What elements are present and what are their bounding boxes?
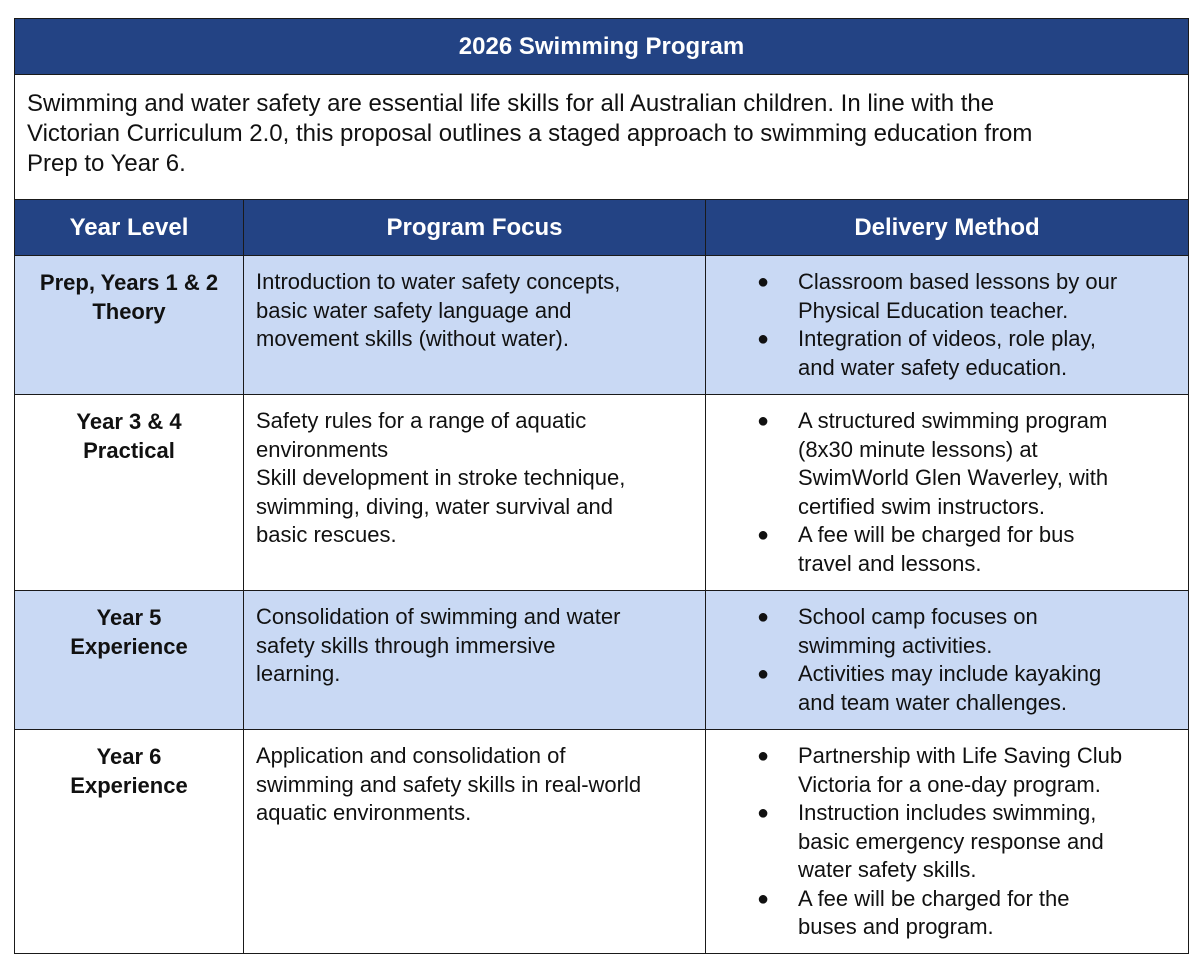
intro-line: Victorian Curriculum 2.0, this proposal outlines a staged approach to swimming education from — [27, 120, 1033, 147]
focus-line: aquatic environments. — [256, 800, 472, 825]
delivery-line: and water safety education. — [798, 354, 1068, 380]
year-level-name: Year 3 & 4 — [76, 409, 182, 434]
focus-line: basic rescues. — [256, 522, 397, 547]
header-program-focus: Program Focus — [244, 200, 706, 256]
focus-line: Skill development in stroke technique, — [256, 465, 626, 490]
focus-line: movement skills (without water). — [256, 326, 569, 351]
list-item — [706, 742, 1178, 799]
year-level-name: Prep, Years 1 & 2 — [39, 270, 219, 295]
list-item — [706, 603, 1178, 660]
delivery-line: water safety skills. — [798, 857, 977, 882]
delivery-line: and team water challenges. — [798, 689, 1068, 715]
year-level-type: Theory — [92, 299, 166, 324]
delivery-line: Classroom based lessons by our — [798, 269, 1118, 294]
focus-line: Application and consolidation of — [256, 743, 566, 768]
year-level-cell — [15, 256, 244, 395]
year-level-name: Year 5 — [96, 605, 162, 630]
intro-row — [15, 75, 1189, 200]
year-level-cell — [15, 730, 244, 954]
year-level-type: Experience — [70, 634, 188, 659]
delivery-list — [706, 742, 1178, 942]
delivery-line: Integration of videos, role play, — [798, 326, 1096, 351]
delivery-line: School camp focuses on — [798, 604, 1038, 629]
focus-line: safety skills through immersive — [256, 632, 556, 658]
delivery-method-cell — [706, 591, 1189, 730]
table-row — [15, 591, 1189, 730]
swimming-program-table — [14, 18, 1189, 954]
bullet-icon: ● — [757, 328, 770, 350]
focus-line: environments — [256, 436, 389, 462]
year-level-cell — [15, 591, 244, 730]
list-item — [706, 660, 1178, 717]
delivery-line: basic emergency response and — [798, 828, 1104, 854]
list-item — [706, 325, 1178, 382]
focus-line: Consolidation of swimming and water — [256, 604, 621, 629]
delivery-list — [706, 603, 1178, 717]
list-item — [706, 885, 1178, 942]
delivery-line: SwimWorld Glen Waverley, with — [798, 465, 1109, 490]
delivery-line: (8x30 minute lessons) at — [798, 436, 1038, 462]
intro-line: Prep to Year 6. — [27, 150, 186, 177]
focus-line: learning. — [256, 661, 341, 686]
focus-line: swimming, diving, water survival and — [256, 493, 614, 519]
bullet-icon: ● — [757, 887, 770, 910]
delivery-list — [706, 407, 1178, 578]
bullet-icon: ● — [757, 663, 770, 685]
delivery-line: Activities may include kayaking — [798, 661, 1102, 686]
delivery-list — [706, 268, 1178, 382]
delivery-line: travel and lessons. — [798, 550, 982, 576]
delivery-line: Victoria for a one-day program. — [798, 771, 1101, 797]
program-focus-cell — [244, 730, 706, 954]
bullet-icon: ● — [757, 524, 770, 546]
table-row — [15, 395, 1189, 591]
program-focus-cell — [244, 256, 706, 395]
list-item — [706, 268, 1178, 325]
program-focus-cell — [244, 395, 706, 591]
delivery-line: A fee will be charged for bus — [798, 522, 1075, 547]
header-delivery-method: Delivery Method — [706, 200, 1189, 256]
bullet-icon: ● — [757, 745, 770, 767]
document-title: 2026 Swimming Program — [15, 19, 1189, 75]
bullet-icon: ● — [757, 802, 770, 824]
list-item — [706, 799, 1178, 885]
header-year-level: Year Level — [15, 200, 244, 256]
delivery-line: certified swim instructors. — [798, 493, 1045, 519]
table-row — [15, 730, 1189, 954]
year-level-name: Year 6 — [96, 744, 162, 769]
year-level-type: Practical — [83, 438, 175, 463]
title-row — [15, 19, 1189, 75]
program-focus-cell — [244, 591, 706, 730]
delivery-method-cell — [706, 395, 1189, 591]
bullet-icon: ● — [757, 606, 770, 628]
focus-line: swimming and safety skills in real-world — [256, 771, 642, 797]
year-level-cell — [15, 395, 244, 591]
intro-line: Swimming and water safety are essential life skills for all Australian children. In line with the — [27, 90, 995, 117]
bullet-icon: ● — [757, 271, 770, 293]
focus-line: Introduction to water safety concepts, — [256, 269, 621, 294]
focus-line: basic water safety language and — [256, 297, 572, 323]
delivery-line: swimming activities. — [798, 632, 993, 658]
list-item — [706, 407, 1178, 521]
year-level-type: Experience — [70, 773, 188, 798]
table-row — [15, 256, 1189, 395]
delivery-method-cell — [706, 256, 1189, 395]
focus-line: Safety rules for a range of aquatic — [256, 408, 587, 433]
list-item — [706, 521, 1178, 578]
delivery-line: Partnership with Life Saving Club — [798, 743, 1123, 768]
delivery-method-cell — [706, 730, 1189, 954]
bullet-icon: ● — [757, 410, 770, 432]
intro-paragraph — [15, 75, 1189, 200]
delivery-line: Physical Education teacher. — [798, 297, 1069, 323]
column-header-row — [15, 200, 1189, 256]
delivery-line: A fee will be charged for the — [798, 885, 1070, 911]
delivery-line: A structured swimming program — [798, 408, 1108, 433]
delivery-line: buses and program. — [798, 914, 994, 939]
delivery-line: Instruction includes swimming, — [798, 800, 1097, 825]
